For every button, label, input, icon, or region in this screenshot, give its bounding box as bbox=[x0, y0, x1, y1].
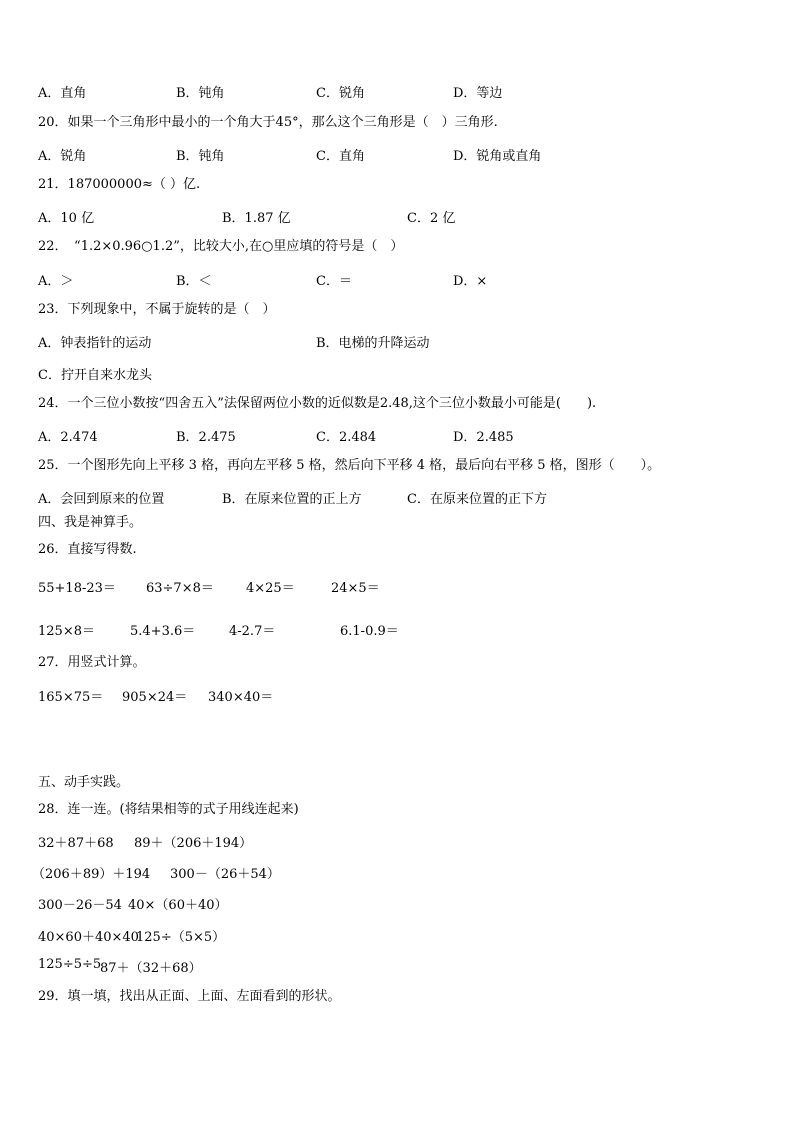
q27-item-1: 165×75＝ bbox=[38, 690, 104, 705]
q19-option-c: C．锐角 bbox=[316, 86, 365, 101]
q24-stem: 24．一个三位小数按“四舍五入”法保留两位小数的近似数是2.48,这个三位小数最小可能是( ). bbox=[38, 396, 597, 411]
q28-right-1: 89＋（206＋194） bbox=[134, 836, 253, 851]
q20-option-b: B．钝角 bbox=[176, 149, 225, 164]
q27-stem: 27．用竖式计算。 bbox=[38, 655, 146, 670]
q26-item-5: 125×8＝ bbox=[38, 624, 95, 639]
q20-stem: 20．如果一个三角形中最小的一个角大于45°，那么这个三角形是（ ）三角形. bbox=[38, 115, 498, 130]
q26-item-1: 55+18-23＝ bbox=[38, 581, 116, 596]
q22-option-c: C．＝ bbox=[316, 274, 352, 289]
q28-right-3: 40×（60＋40） bbox=[128, 898, 228, 913]
q28-left-4: 40×60＋40×40 bbox=[38, 930, 139, 945]
q22-option-b: B．＜ bbox=[176, 274, 212, 289]
q28-right-2: 300－（26＋54） bbox=[170, 867, 280, 882]
q26-stem: 26．直接写得数. bbox=[38, 542, 137, 557]
q21-stem: 21．187000000≈（ ）亿. bbox=[38, 177, 201, 192]
q21-option-b: B．1.87 亿 bbox=[222, 211, 291, 226]
q19-option-d: D．等边 bbox=[453, 86, 503, 101]
q23-option-c: C．拧开自来水龙头 bbox=[38, 368, 152, 383]
q20-option-a: A．锐角 bbox=[38, 149, 87, 164]
q25-option-c: C．在原来位置的正下方 bbox=[407, 492, 547, 507]
q19-option-a: A．直角 bbox=[38, 86, 87, 101]
section-5-heading: 五、动手实践。 bbox=[38, 775, 130, 790]
q21-option-a: A．10 亿 bbox=[38, 211, 95, 226]
q28-left-1: 32＋87＋68 bbox=[38, 836, 114, 851]
q21-option-c: C．2 亿 bbox=[407, 211, 456, 226]
q26-item-4: 24×5＝ bbox=[331, 581, 380, 596]
q28-left-2: （206＋89）＋194 bbox=[32, 867, 151, 882]
q23-option-b: B．电梯的升降运动 bbox=[316, 336, 430, 351]
q24-option-c: C．2.484 bbox=[316, 430, 377, 445]
q22-stem: 22． “1.2×0.96○1.2”，比较大小,在○里应填的符号是（ ） bbox=[38, 239, 404, 254]
q26-item-2: 63÷7×8＝ bbox=[146, 581, 214, 596]
q28-right-4: 125÷（5×5） bbox=[136, 930, 226, 945]
q23-stem: 23．下列现象中，不属于旋转的是（ ） bbox=[38, 302, 276, 317]
q23-option-a: A．钟表指针的运动 bbox=[38, 336, 152, 351]
q25-option-a: A．会回到原来的位置 bbox=[38, 492, 165, 507]
q22-option-d: D．× bbox=[453, 274, 488, 289]
q28-stem: 28．连一连。(将结果相等的式子用线连起来) bbox=[38, 802, 299, 817]
q28-left-5: 125÷5÷5 bbox=[38, 957, 102, 972]
q28-left-3: 300－26－54 bbox=[38, 898, 122, 913]
q25-stem: 25．一个图形先向上平移 3 格，再向左平移 5 格，然后向下平移 4 格，最后向右平移 5 格，图形（ ）。 bbox=[38, 458, 661, 473]
q25-option-b: B．在原来位置的正上方 bbox=[222, 492, 362, 507]
section-4-heading: 四、我是神算手。 bbox=[38, 515, 143, 530]
q26-item-7: 4-2.7＝ bbox=[229, 624, 276, 639]
q26-item-8: 6.1-0.9＝ bbox=[340, 624, 399, 639]
q20-option-d: D．锐角或直角 bbox=[453, 149, 542, 164]
q27-item-2: 905×24＝ bbox=[122, 690, 188, 705]
q27-item-3: 340×40＝ bbox=[208, 690, 274, 705]
q24-option-a: A．2.474 bbox=[38, 430, 98, 445]
q28-right-5: 87＋（32＋68） bbox=[100, 961, 202, 976]
q20-option-c: C．直角 bbox=[316, 149, 365, 164]
q26-item-3: 4×25＝ bbox=[246, 581, 295, 596]
q24-option-b: B．2.475 bbox=[176, 430, 236, 445]
q22-option-a: A．＞ bbox=[38, 274, 74, 289]
q24-option-d: D．2.485 bbox=[453, 430, 514, 445]
q29-stem: 29．填一填，找出从正面、上面、左面看到的形状。 bbox=[38, 989, 341, 1004]
q26-item-6: 5.4+3.6＝ bbox=[130, 624, 196, 639]
q19-option-b: B．钝角 bbox=[176, 86, 225, 101]
